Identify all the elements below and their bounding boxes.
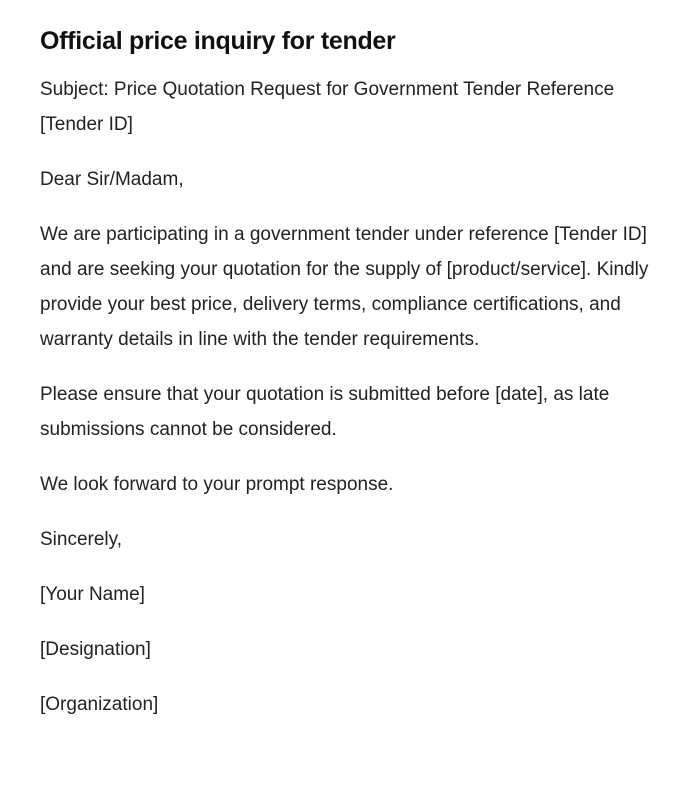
body-paragraph-request: We are participating in a government tender under reference [Tender ID] and are seeking your quotation for the supply of [product/service]. Kindly provide your best price, delivery terms, compliance certifications, and warranty details in line with the tender requirements. xyxy=(40,224,649,350)
signature-designation: [Designation] xyxy=(40,639,151,660)
salutation: Dear Sir/Madam, xyxy=(40,169,184,190)
sign-off: Sincerely, xyxy=(40,529,123,550)
signature-name: [Your Name] xyxy=(40,584,145,605)
closing-line: We look forward to your prompt response. xyxy=(40,474,394,495)
document-title: Official price inquiry for tender xyxy=(40,27,396,55)
subject-line: Subject: Price Quotation Request for Government Tender Reference [Tender ID] xyxy=(40,79,615,135)
body-paragraph-deadline: Please ensure that your quotation is submitted before [date], as late submissions cannot be considered. xyxy=(40,384,610,440)
signature-organization: [Organization] xyxy=(40,694,159,715)
